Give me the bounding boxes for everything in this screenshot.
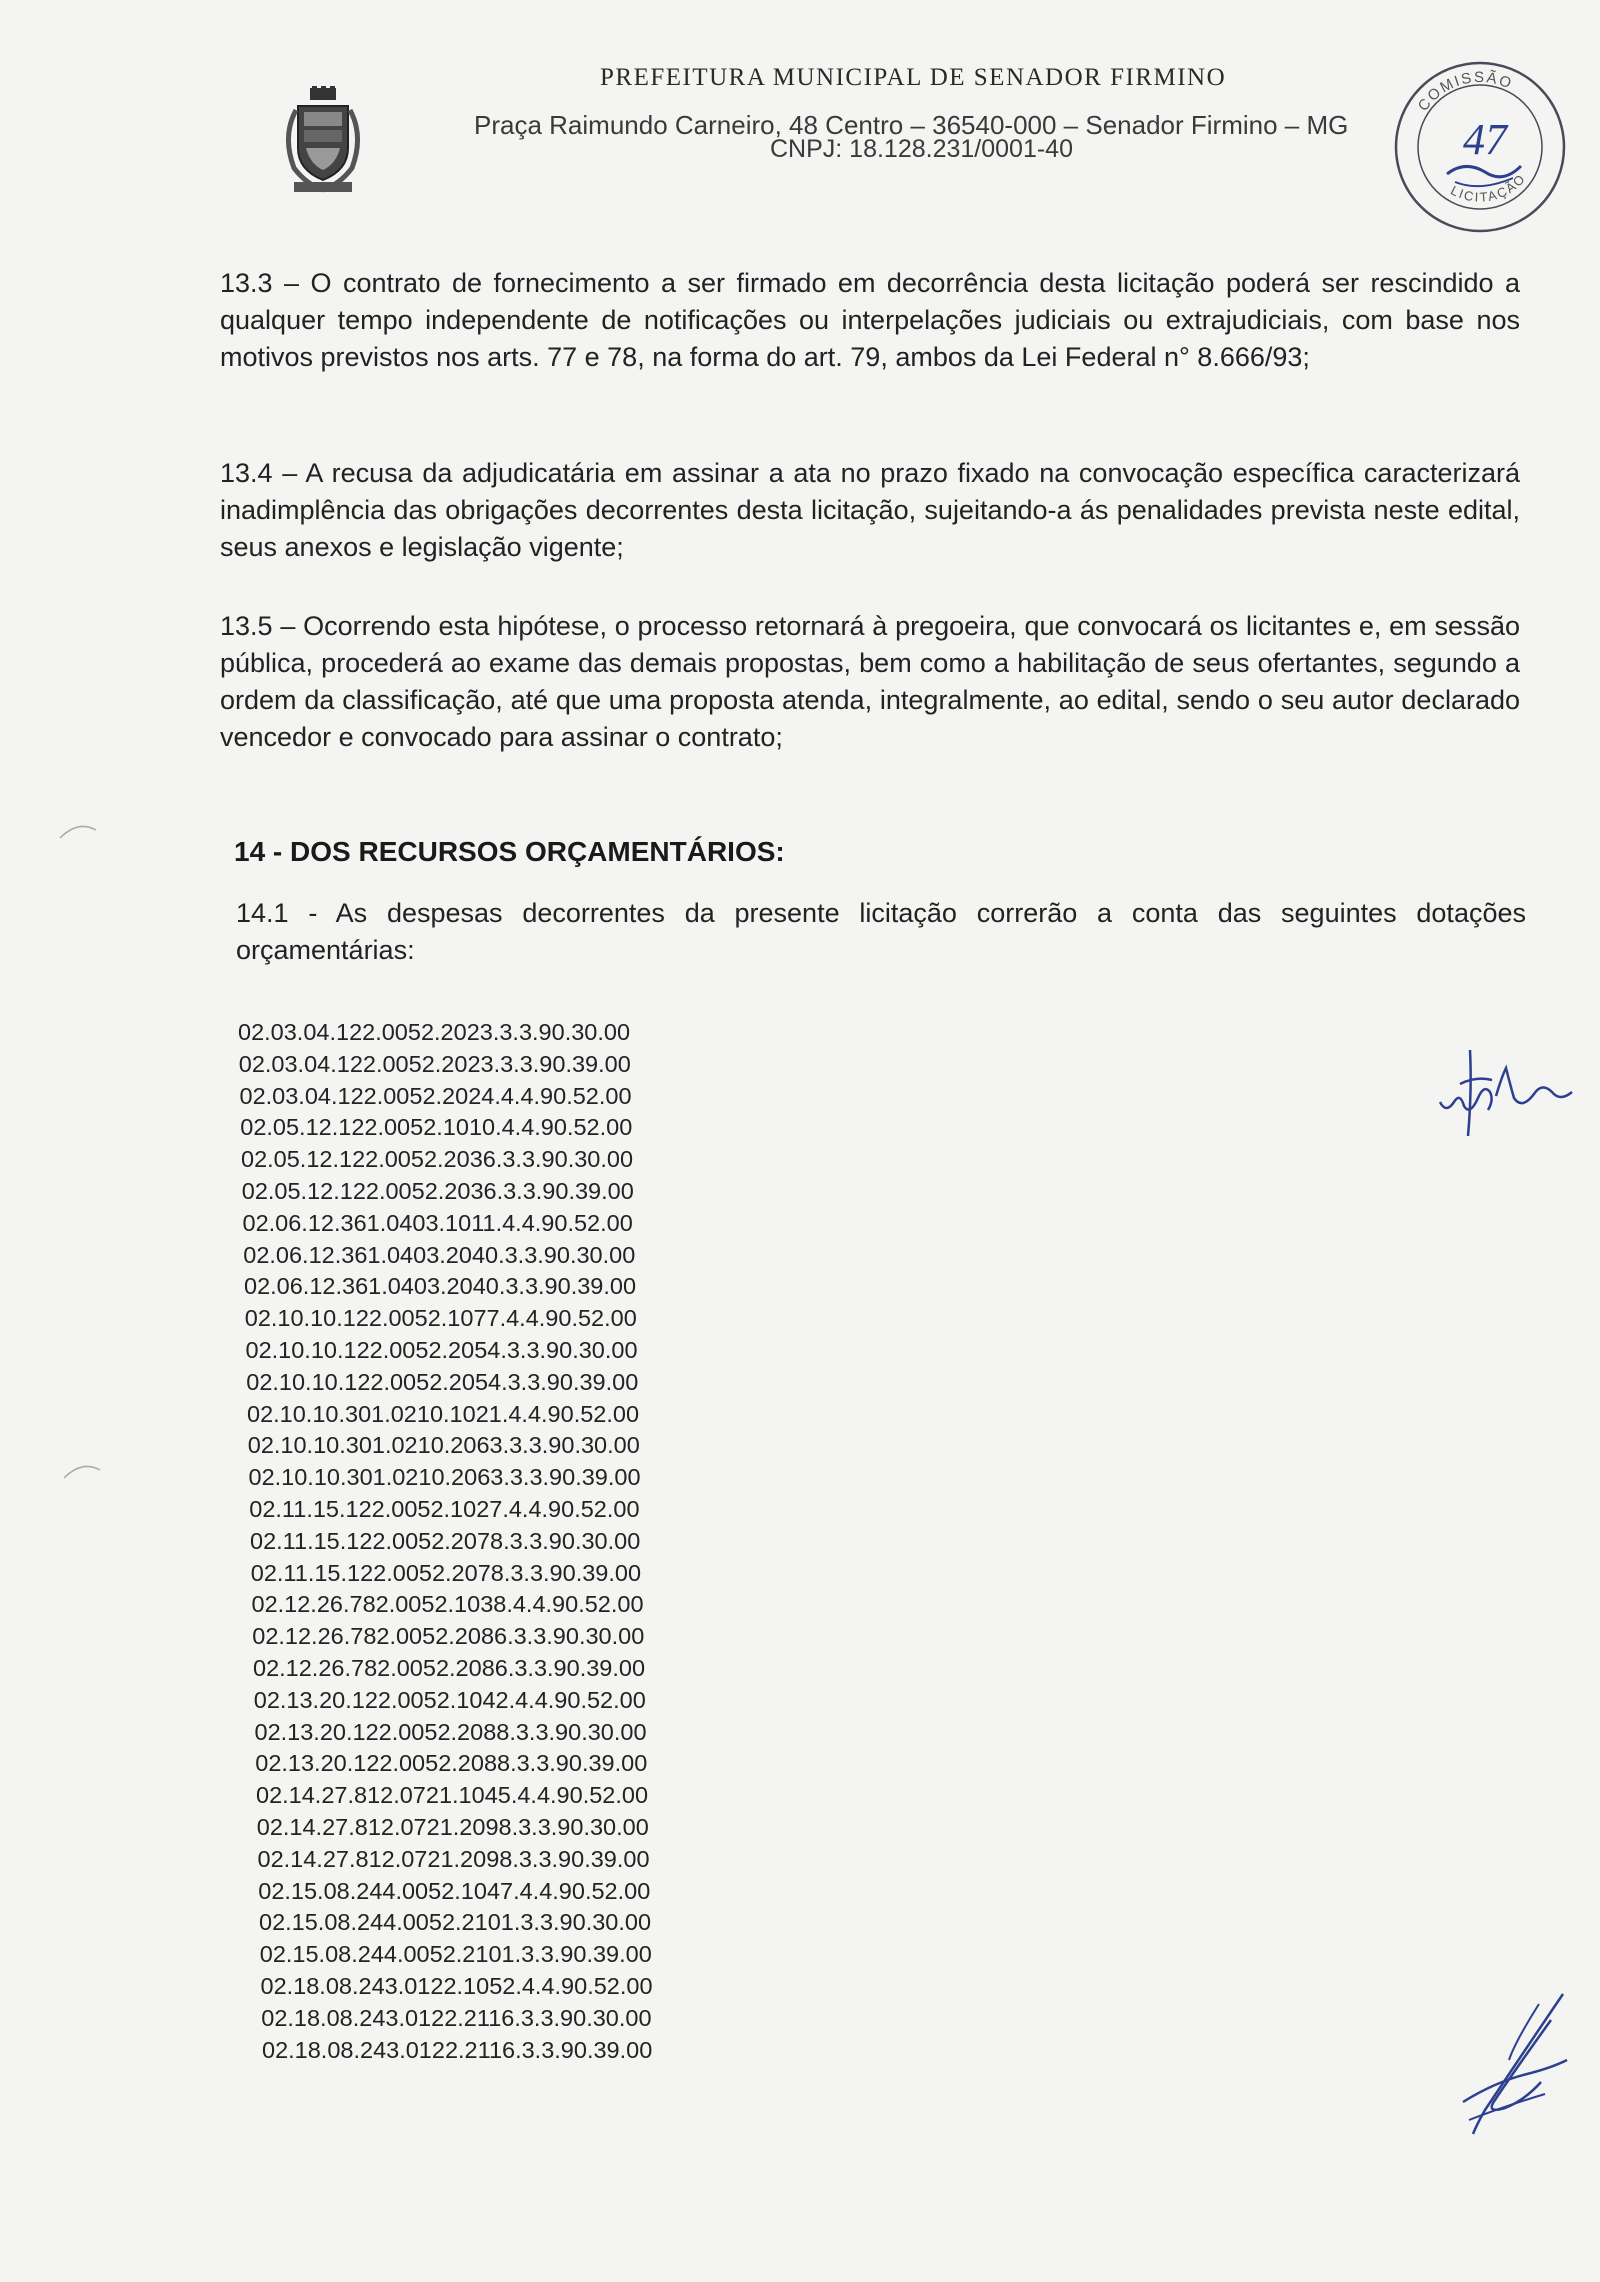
- seal-bottom-text: LICITAÇÃO: [1448, 170, 1529, 205]
- punch-hole-mark: [62, 1460, 102, 1480]
- municipal-crest-icon: [276, 86, 370, 196]
- budget-code-item: 02.13.20.122.0052.1042.4.4.90.52.00: [253, 1686, 646, 1713]
- budget-code-item: 02.03.04.122.0052.2023.3.3.90.30.00: [238, 1019, 631, 1045]
- budget-code-item: 02.11.15.122.0052.2078.3.3.90.39.00: [250, 1559, 642, 1586]
- budget-code-item: 02.10.10.122.0052.2054.3.3.90.39.00: [246, 1368, 639, 1395]
- budget-code-item: 02.18.08.243.0122.1052.4.4.90.52.00: [260, 1972, 653, 1999]
- section-14-title: 14 - DOS RECURSOS ORÇAMENTÁRIOS:: [234, 836, 785, 867]
- budget-code-item: 02.14.27.812.0721.2098.3.3.90.39.00: [257, 1845, 650, 1872]
- budget-code-item: 02.06.12.361.0403.2040.3.3.90.39.00: [244, 1273, 637, 1300]
- budget-code-item: 02.05.12.122.0052.2036.3.3.90.30.00: [241, 1146, 634, 1173]
- budget-code-item: 02.10.10.301.0210.2063.3.3.90.30.00: [247, 1432, 640, 1459]
- header-title: PREFEITURA MUNICIPAL DE SENADOR FIRMINO: [600, 64, 1227, 91]
- budget-code-item: 02.11.15.122.0052.1027.4.4.90.52.00: [249, 1495, 640, 1522]
- header-cnpj: CNPJ: 18.128.231/0001-40: [770, 135, 1073, 163]
- budget-code-item: 02.18.08.243.0122.2116.3.3.90.39.00: [262, 2036, 653, 2063]
- budget-code-item: 02.06.12.361.0403.2040.3.3.90.30.00: [243, 1241, 636, 1268]
- punch-hole-mark: [58, 820, 98, 840]
- budget-code-item: 02.10.10.122.0052.1077.4.4.90.52.00: [244, 1305, 637, 1332]
- handwritten-rubric-icon: [1430, 1040, 1590, 1140]
- budget-code-item: 02.03.04.122.0052.2024.4.4.90.52.00: [239, 1082, 632, 1109]
- budget-code-item: 02.12.26.782.0052.2086.3.3.90.30.00: [252, 1623, 645, 1650]
- budget-code-item: 02.11.15.122.0052.2078.3.3.90.30.00: [250, 1527, 641, 1554]
- header-address: Praça Raimundo Carneiro, 48 Centro – 36540-000 – Senador Firmino – MG: [474, 110, 1349, 140]
- seal-number: 47: [1463, 115, 1507, 164]
- seal-top-text: COMISSÃO: [1414, 68, 1516, 115]
- budget-code-item: 02.06.12.361.0403.1011.4.4.90.52.00: [242, 1209, 633, 1236]
- budget-code-item: 02.10.10.301.0210.2063.3.3.90.39.00: [248, 1464, 641, 1491]
- clause-13-3: 13.3 – O contrato de fornecimento a ser firmado em decorrência desta licitação poderá ser rescindido a qualquer tempo independente de notificações ou interpelações judiciais ou extrajudiciais, com base nos motivos previstos nos arts. 77 e 78, na forma do art. 79, ambos da Lei Federal n° 8.666/93;: [220, 268, 1520, 372]
- budget-code-list: [238, 1017, 653, 2066]
- budget-code-item: 02.18.08.243.0122.2116.3.3.90.30.00: [261, 2004, 652, 2031]
- budget-code-item: 02.15.08.244.0052.2101.3.3.90.39.00: [259, 1941, 652, 1968]
- budget-code-item: 02.15.08.244.0052.1047.4.4.90.52.00: [258, 1877, 651, 1904]
- budget-code-item: 02.05.12.122.0052.2036.3.3.90.39.00: [241, 1177, 634, 1204]
- budget-code-item: 02.14.27.812.0721.2098.3.3.90.30.00: [256, 1813, 649, 1840]
- budget-code-item: 02.05.12.122.0052.1010.4.4.90.52.00: [240, 1114, 633, 1141]
- budget-code-item: 02.10.10.122.0052.2054.3.3.90.30.00: [245, 1336, 638, 1363]
- clause-13-5: 13.5 – Ocorrendo esta hipótese, o processo retornará à pregoeira, que convocará os licitantes e, em sessão pública, procederá ao exame das demais propostas, bem como a habilitação de seus ofertantes, segundo a ordem da classificação, até que uma proposta atenda, integralmente, ao edital, sendo o seu autor declarado vencedor e convocado para assinar o contrato;: [220, 611, 1520, 752]
- budget-code-item: 02.14.27.812.0721.1045.4.4.90.52.00: [256, 1782, 649, 1809]
- handwritten-signature-icon: [1455, 1990, 1575, 2140]
- budget-code-item: 02.03.04.122.0052.2023.3.3.90.39.00: [238, 1050, 631, 1077]
- budget-code-item: 02.15.08.244.0052.2101.3.3.90.30.00: [259, 1909, 652, 1936]
- budget-code-item: 02.13.20.122.0052.2088.3.3.90.39.00: [255, 1750, 648, 1777]
- budget-code-item: 02.12.26.782.0052.1038.4.4.90.52.00: [251, 1591, 644, 1618]
- budget-code-item: 02.13.20.122.0052.2088.3.3.90.30.00: [254, 1718, 647, 1745]
- svg-text:COMISSÃO: [1415, 69, 1516, 114]
- clause-14-1: 14.1 - As despesas decorrentes da presente licitação correrão a conta das seguintes dotações orçamentárias:: [236, 898, 1526, 965]
- budget-code-item: 02.10.10.301.0210.1021.4.4.90.52.00: [247, 1400, 640, 1427]
- budget-code-item: 02.12.26.782.0052.2086.3.3.90.39.00: [253, 1654, 646, 1681]
- clause-13-4: 13.4 – A recusa da adjudicatária em assinar a ata no prazo fixado na convocação específica caracterizará inadimplência das obrigações decorrentes desta licitação, sujeitando-a ás penalidades prevista neste edital, seus anexos e legislação vigente;: [220, 458, 1520, 562]
- commission-seal-stamp: [1385, 52, 1575, 242]
